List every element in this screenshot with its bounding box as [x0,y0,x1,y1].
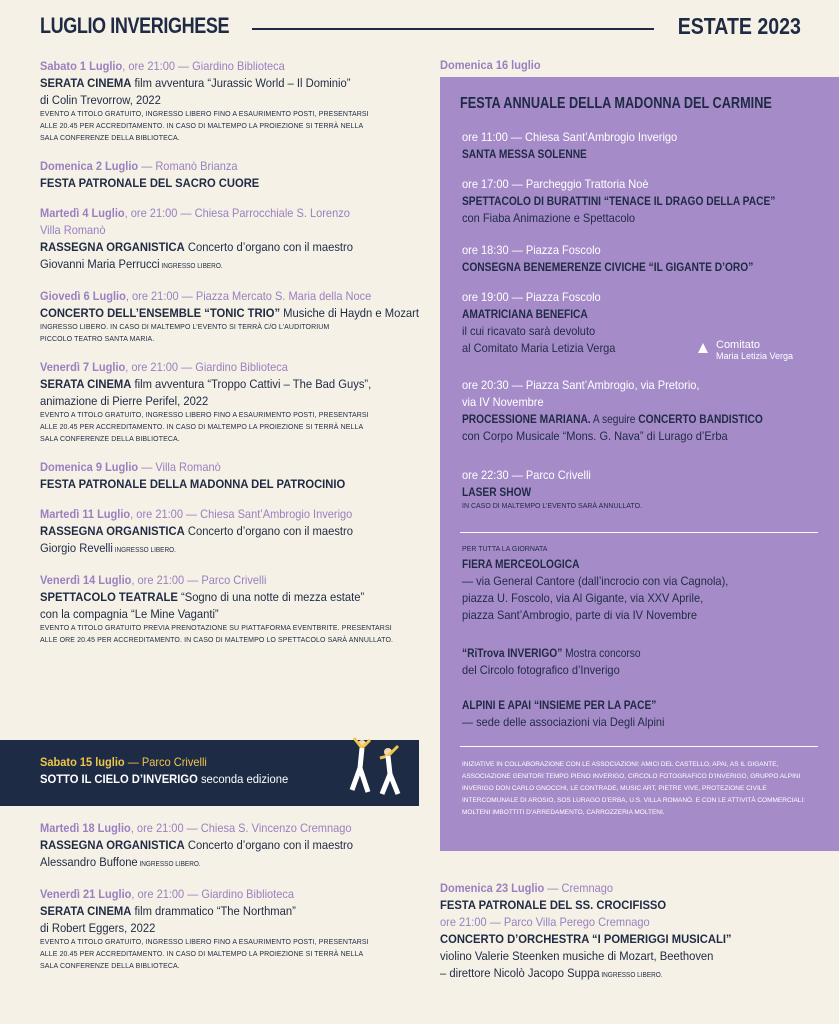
event-title: FESTA PATRONALE DEL SACRO CUORE [40,176,260,190]
featured-event-band [0,740,419,806]
festa-item: ore 20:30 — Piazza Sant’Ambrogio, via Pretorio, via IV Novembre PROCESSIONE MARIANA. A seguire CONCERTO BANDISTICO con Corpo Musicale “Mons. G. Nava” di Lurago d’Erba [462,378,763,443]
event-title: RASSEGNA ORGANISTICA Concerto d’organo con il maestro [40,524,354,538]
event-when: Domenica 9 Luglio — Villa Romanò [40,460,221,474]
event-sub: violino Valerie Steenken musiche di Mozart, Beethoven [440,949,714,963]
event-title: SERATA CINEMA film avventura “Troppo Cattivi – The Bad Guys”, [40,377,372,391]
event-note: ALLE ORE 20.45 PER ACCREDITAMENTO. IN CASO DI MALTEMPO LO SPETTACOLO SARÀ ANNULLATO. [40,637,394,644]
featured-event-title: SOTTO IL CIELO D’INVERIGO seconda edizione [40,772,289,786]
event-entry [40,158,420,192]
event-entry [40,288,420,346]
featured-event-when: Sabato 15 luglio — Parco Crivelli [40,755,207,769]
event-sub: – direttore Nicolò Jacopo Suppa INGRESSO LIBERO. [440,966,663,980]
event-note: EVENTO A TITOLO GRATUITO, INGRESSO LIBERO FINO A ESAURIMENTO POSTI, PRESENTARSI [40,939,369,946]
event-title: SERATA CINEMA film avventura “Jurassic World – Il Dominio” [40,76,351,90]
event-when: Domenica 2 Luglio — Romanò Brianza [40,159,238,173]
event-title: SPETTACOLO TEATRALE “Sogno di una notte di mezza estate” [40,590,365,604]
event-note: SALA CONFERENZE DELLA BIBLIOTECA. [40,135,180,142]
event-when: Martedì 4 Luglio, ore 21:00 — Chiesa Parrocchiale S. Lorenzo [40,206,350,220]
event-note: SALA CONFERENZE DELLA BIBLIOTECA. [40,436,180,443]
event-entry [40,886,420,973]
event-when: Venerdì 14 Luglio, ore 21:00 — Parco Crivelli [40,573,267,587]
event-sub: animazione di Pierre Perifel, 2022 [40,394,209,408]
festa-item: ore 17:00 — Parcheggio Trattoria Noè SPETTACOLO DI BURATTINI “TENACE IL DRAGO DELLA PACE” con Fiaba Animazione e Spettacolo [462,177,776,225]
event-when: Domenica 23 Luglio — Cremnago [440,881,614,895]
event-when: Martedì 18 Luglio, ore 21:00 — Chiesa S. Vincenzo Cremnago [40,821,352,835]
event-title: RASSEGNA ORGANISTICA Concerto d’organo con il maestro [40,838,354,852]
event-sub: Alessandro Buffone INGRESSO LIBERO. [40,855,201,869]
right-date: Domenica 16 luglio [440,58,541,72]
event-sub: con la compagnia “Le Mine Vaganti” [40,607,219,621]
event-entry [40,58,420,145]
festa-panel [440,77,839,851]
event-sub: di Colin Trevorrow, 2022 [40,93,161,107]
event-when: Venerdì 21 Luglio, ore 21:00 — Giardino Biblioteca [40,887,295,901]
dancers-illustration [340,732,410,802]
event-note: ALLE 20.45 PER ACCREDITAMENTO. IN CASO DI MALTEMPO LA PROIEZIONE SI TERRÀ NELLA [40,123,364,130]
event-sub: Giorgio Revelli INGRESSO LIBERO. [40,541,176,555]
festa-item: ore 19:00 — Piazza Foscolo AMATRICIANA BENEFICA il cui ricavato sarà devoluto al Comitato Maria Letizia Verga [462,290,616,355]
page-header [0,0,839,48]
event-note: EVENTO A TITOLO GRATUITO PREVIA PRENOTAZIONE SU PIATTAFORMA EVENTBRITE. PRESENTARSI [40,625,392,632]
ritrova-block: “RiTrova INVERIGO” Mostra concorso del Circolo fotografico d’Inverigo [462,646,641,677]
header-year: ESTATE 2023 [677,13,801,39]
left-event-list-2 [40,820,420,986]
left-event-list [40,58,420,660]
event-title: FESTA PATRONALE DELLA MADONNA DEL PATROCINIO [40,477,346,491]
event-when-2: Villa Romanò [40,223,106,237]
event-title: SERATA CINEMA film drammatico “The Northman” [40,904,296,918]
event-sub: di Robert Eggers, 2022 [40,921,156,935]
event-title: FESTA PATRONALE DEL SS. CROCIFISSO [440,898,667,912]
event-title: CONCERTO DELL’ENSEMBLE “TONIC TRIO” Musiche di Haydn e Mozart [40,306,420,320]
comitato-logo: Comitato Maria Letizia Verga [716,340,793,362]
header-rule [252,28,654,30]
event-note: EVENTO A TITOLO GRATUITO, INGRESSO LIBERO FINO A ESAURIMENTO POSTI, PRESENTARSI [40,111,369,118]
event-when: Martedì 11 Luglio, ore 21:00 — Chiesa Sant’Ambrogio Inverigo [40,507,353,521]
event-title: CONCERTO D’ORCHESTRA “I POMERIGGI MUSICALI” [440,932,732,946]
panel-divider [460,746,818,747]
right-bottom-events [440,880,835,984]
event-note: INGRESSO LIBERO. IN CASO DI MALTEMPO L’EVENTO SI TERRÀ C/O L’AUDITORIUM [40,324,330,331]
event-when: ore 21:00 — Parco Villa Perego Cremnago [440,915,650,929]
festa-item: ore 18:30 — Piazza Foscolo CONSEGNA BENEMERENZE CIVICHE “IL GIGANTE D’ORO” [462,243,754,274]
alpini-block: ALPINI E APAI “INSIEME PER LA PACE” — sede delle associazioni via Degli Alpini [462,698,665,729]
event-entry [40,572,420,647]
event-entry [40,359,420,446]
event-sub: Giovanni Maria Perrucci INGRESSO LIBERO. [40,257,223,271]
event-entry [40,459,420,493]
fiera-block: PER TUTTA LA GIORNATA FIERA MERCEOLOGICA — via General Cantore (dall’incrocio con via Cagnola), piazza U. Foscolo, via Al Gigante, via XXV Aprile, piazza Sant’Ambrogio, parte di via IV Novembre [462,546,729,622]
event-when: Giovedì 6 Luglio, ore 21:00 — Piazza Mercato S. Maria della Noce [40,289,372,303]
event-note: ALLE 20.45 PER ACCREDITAMENTO. IN CASO DI MALTEMPO LA PROIEZIONE SI TERRÀ NELLA [40,424,364,431]
header-title: LUGLIO INVERIGHESE [40,13,230,38]
festa-item: ore 11:00 — Chiesa Sant’Ambrogio Inverigo SANTA MESSA SOLENNE [462,130,678,161]
event-title: RASSEGNA ORGANISTICA Concerto d’organo con il maestro [40,240,354,254]
event-entry [40,205,420,275]
panel-divider [460,532,818,533]
event-entry [40,506,420,559]
event-when: Venerdì 7 Luglio, ore 21:00 — Giardino Biblioteca [40,360,288,374]
event-entry [40,820,420,873]
event-note: ALLE 20.45 PER ACCREDITAMENTO. IN CASO DI MALTEMPO LA PROIEZIONE SI TERRÀ NELLA [40,951,364,958]
credits: INIZIATIVE IN COLLABORAZIONE CON LE ASSOCIAZIONI: AMICI DEL CASTELLO, APAI, AS IL GIGANTE, ASSOCIAZIONE GENITORI TEMPO PIENO INVERIGO, CIRCOLO FOTOGRAFICO D’INVERIGO, GRUPPO ALPINI INVERIGO DON CARLO GNOCCHI, LE CONTRADE, MUSIC ART, PIETRE VIVE, PROTEZIONE CIVILE INTERCOMUNALE DI AROSIO, SOS LURAGO D’ERBA, U.S. VILLA ROMANÒ. E CON LE ATTIVITÀ COMMERCIALI: MOLTENI IMBOTTITI D’ARREDAMENTO, CARROZZERIA MOLTENI. [462,761,806,816]
festa-title: FESTA ANNUALE DELLA MADONNA DEL CARMINE [460,95,772,112]
comitato-icon [696,341,710,355]
event-note: PICCOLO TEATRO SANTA MARIA. [40,336,155,343]
event-note: SALA CONFERENZE DELLA BIBLIOTECA. [40,963,180,970]
festa-item: ore 22:30 — Parco Crivelli LASER SHOW IN CASO DI MALTEMPO L’EVENTO SARÀ ANNULLATO. [462,468,642,510]
event-note: EVENTO A TITOLO GRATUITO, INGRESSO LIBERO FINO A ESAURIMENTO POSTI, PRESENTARSI [40,412,369,419]
event-when: Sabato 1 Luglio, ore 21:00 — Giardino Biblioteca [40,59,285,73]
